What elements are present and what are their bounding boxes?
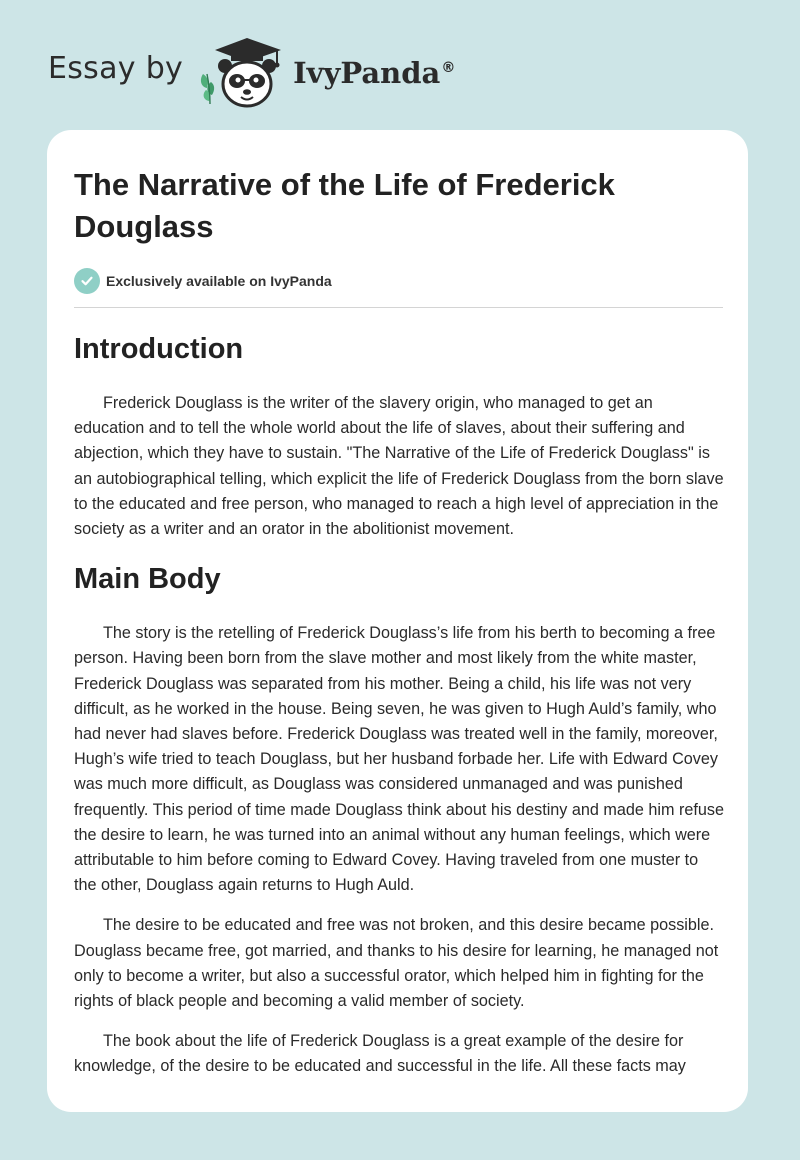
paragraph: Frederick Douglass is the writer of the slavery origin, who managed to get an education and to tell the whole world about the life of slaves, about their suffering and abjection, which they have to sustain. "The Narrative of the Life of Frederick Douglass" is an autobiographical telling, which explicit the life of Frederick Douglass from the born slave to the educated and free person, who managed to reach a high level of appreciation in the society as a writer and an orator in the abolitionist movement.: [74, 394, 724, 539]
paragraph: The desire to be educated and free was not broken, and this desire became possible. Douglass became free, got married, and thanks to his desire for learning, he managed not only to become a writer, but also a successful orator, which helped him in fighting for the rights of black people and becoming a valid member of society.: [74, 916, 719, 1011]
brand-header[interactable]: [48, 34, 455, 110]
panda-logo-icon: [197, 34, 289, 110]
paragraph: The book about the life of Frederick Douglass is a great example of the desire for knowledge, of the desire to be educated and successful in the life. All these facts may: [74, 1032, 686, 1076]
section-heading-introduction: Introduction: [74, 333, 244, 365]
essay-card: [47, 130, 748, 1112]
paragraph: The story is the retelling of Frederick Douglass’s life from his berth to becoming a free person. Having been born from the slave mother and most likely from the white master, Frederick Douglass was separated from his mother. Being a child, his life was not very difficult, as he worked in the house. Being seven, he was given to Hugh Auld’s family, who had never had slaves before. Frederick Douglass was treated well in the family, moreover, Hugh’s wife tried to teach Douglass, but her husband forbade her. Life with Edward Covey was much more difficult, as Douglass was considered unmanaged and was punished frequently. This period of time made Douglass think about his destiny and made him refuse the desire to learn, he was turned into an animal without any human feelings, which were attributable to him before coming to Edward Covey. Having traveled from one muster to the other, Douglass again returns to Hugh Auld.: [74, 624, 724, 895]
exclusive-badge: [74, 268, 724, 294]
registered-mark: ®: [441, 60, 456, 77]
brand-name: IvyPanda®: [293, 56, 456, 90]
title-divider: [74, 307, 723, 308]
exclusive-badge-label: Exclusively available on IvyPanda: [106, 273, 332, 289]
checkmark-icon: [74, 268, 100, 294]
essay-title: The Narrative of the Life of Frederick Douglass: [74, 167, 615, 244]
section-heading-main-body: Main Body: [74, 563, 221, 596]
brand-prefix: Essay by: [48, 50, 184, 86]
